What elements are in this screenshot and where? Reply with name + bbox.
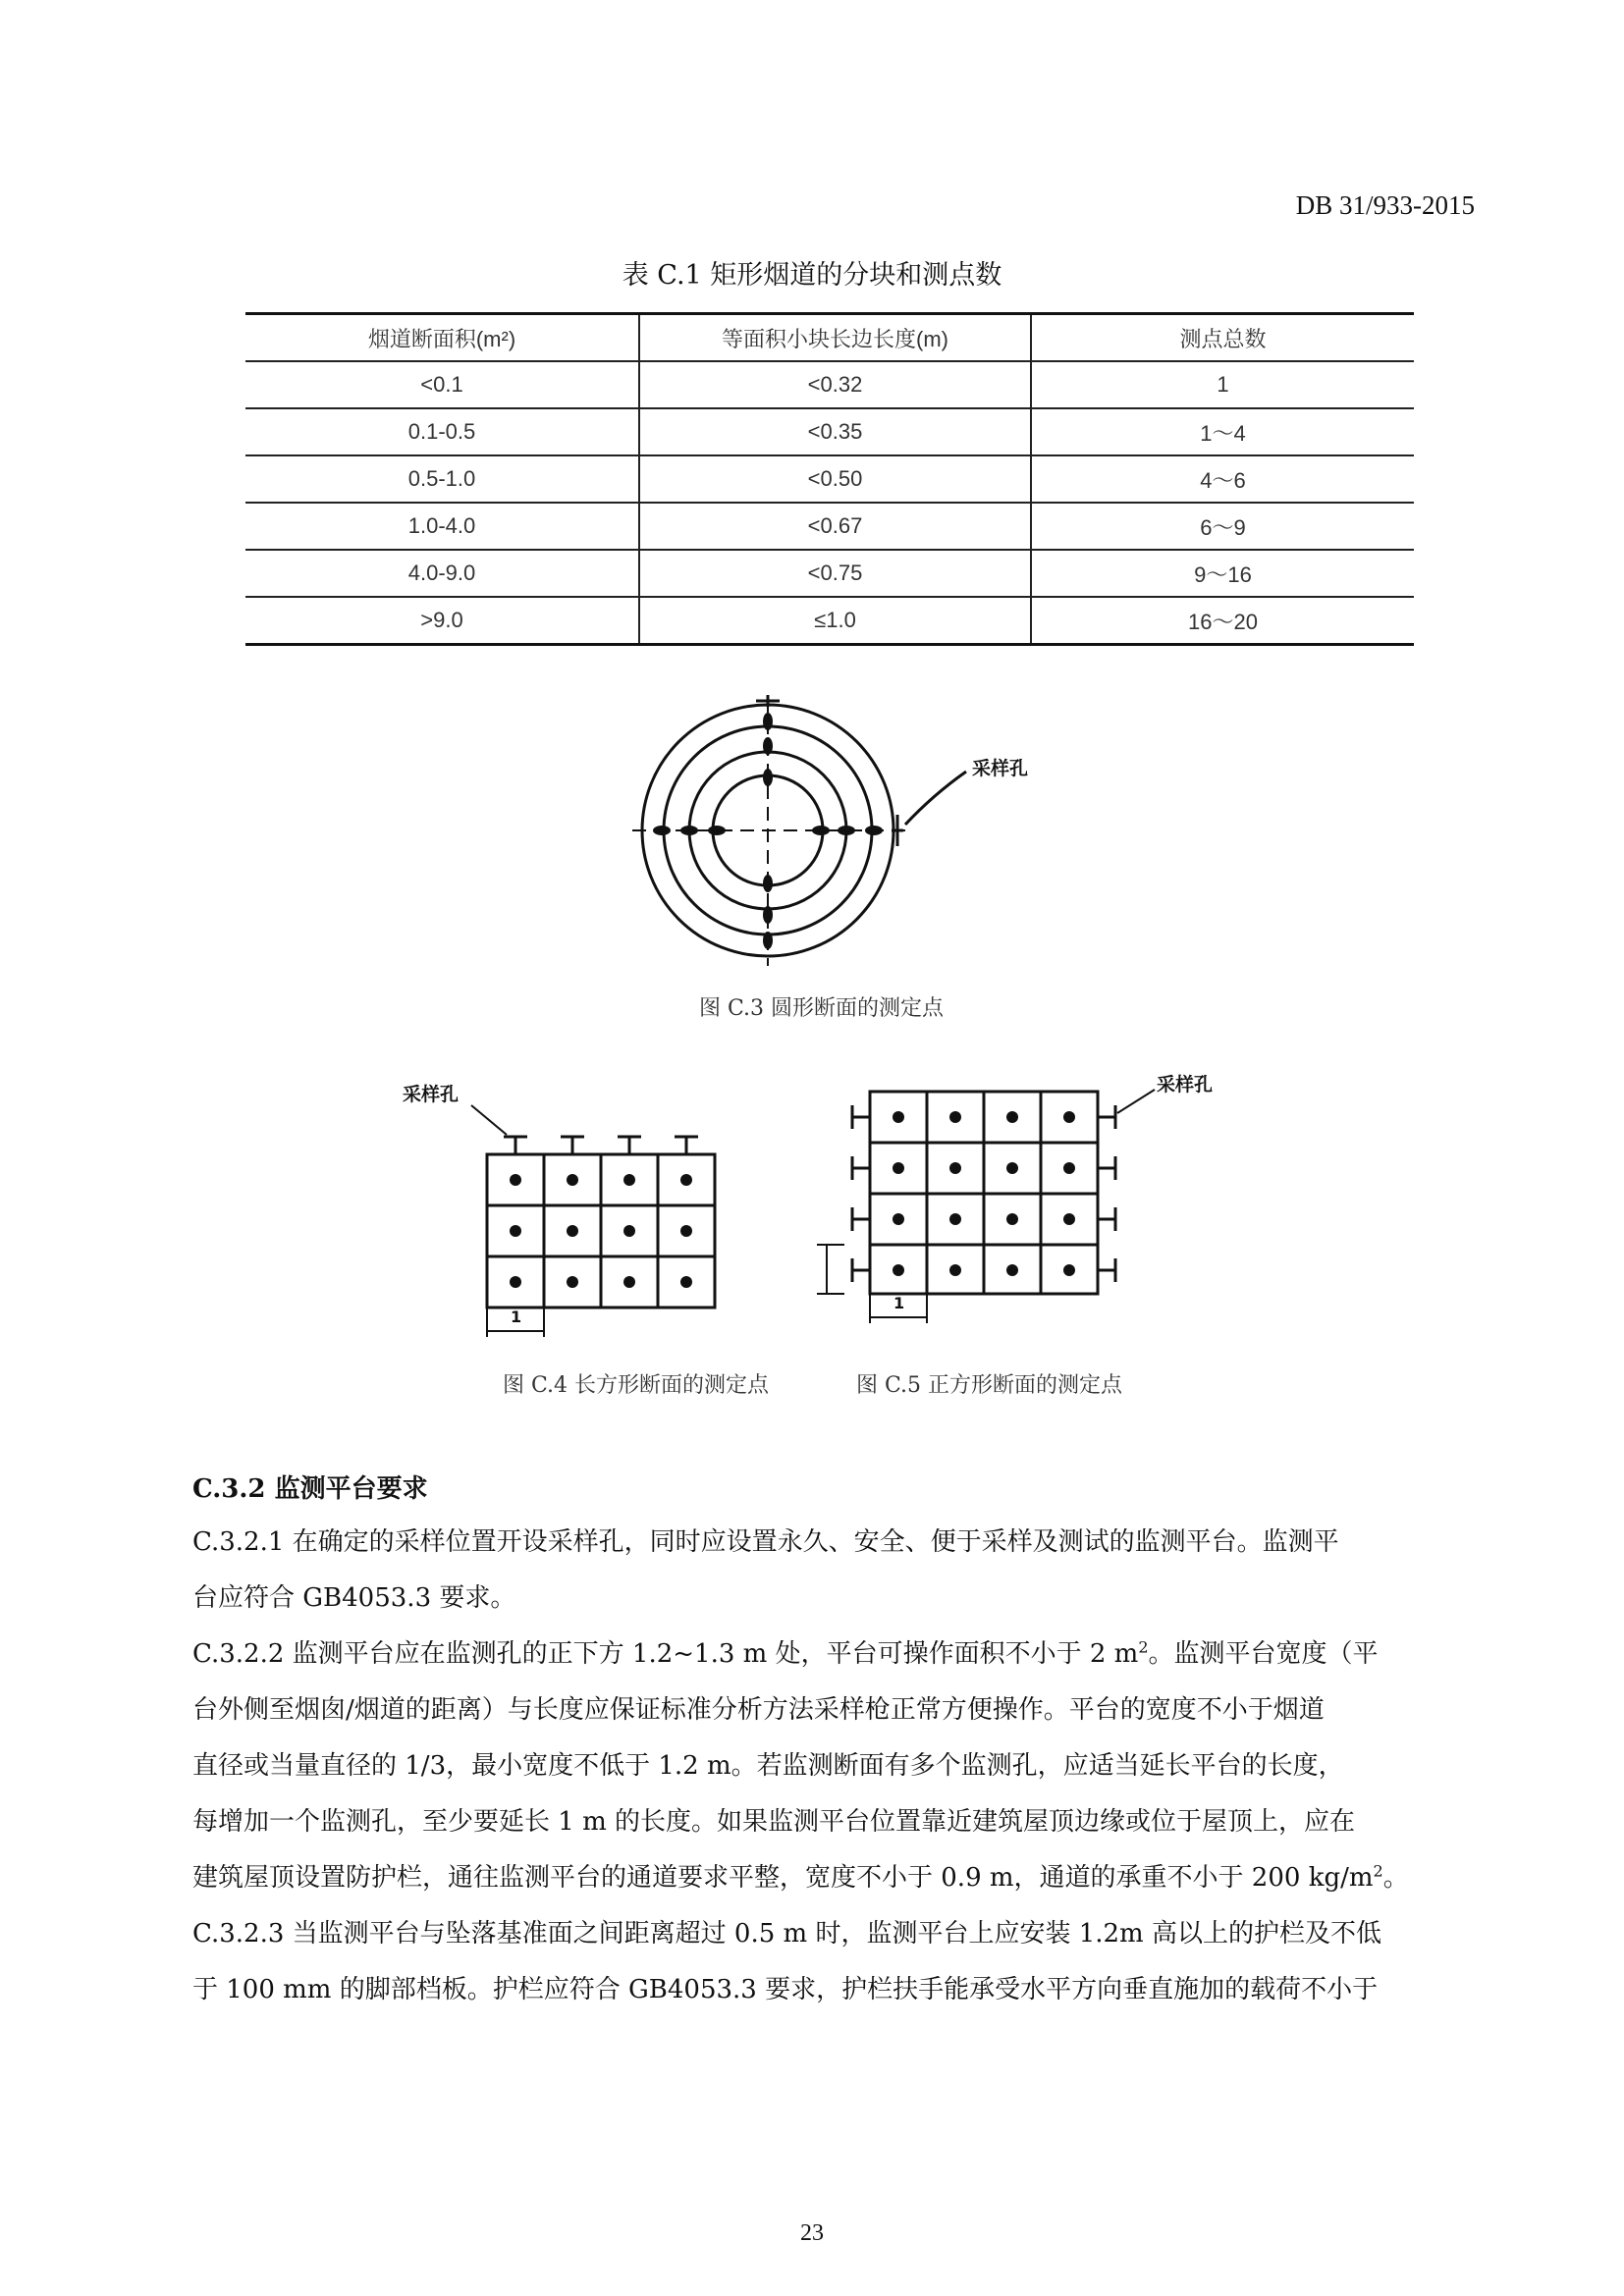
table-header-cell: 测点总数 [1031,314,1414,362]
table-cell: <0.50 [639,455,1031,503]
table-row [245,408,1414,455]
paragraph-line: 每增加一个监测孔，至少要延长 1 m 的长度。如果监测平台位置靠近建筑屋顶边缘或位于屋顶上，应在 [192,1807,1355,1837]
paragraph-text: 。监测平台宽度（平 [1148,1639,1379,1669]
sampling-hole-label: 采样孔 [1157,1074,1214,1095]
table-cell: 1 [1031,361,1414,408]
table-cell: 4.0-9.0 [245,550,639,597]
dimension-label: 1 [893,1294,905,1312]
table-cell: 0.1-0.5 [245,408,639,455]
paragraph-c321 [192,1515,1475,1627]
paragraph-line: 台应符合 GB4053.3 要求。 [192,1583,516,1613]
table-row [245,455,1414,503]
sampling-hole-label: 采样孔 [972,758,1029,779]
table-row [245,361,1414,408]
superscript: 2 [1373,1861,1383,1881]
paragraph-line: 于 100 mm 的脚部档板。护栏应符合 GB4053.3 要求，护栏扶手能承受水平方向垂直施加的载荷不小于 [192,1975,1379,2004]
paragraph-c322 [192,1627,1475,1906]
paragraph-line: 直径或当量直径的 1/3，最小宽度不低于 1.2 m。若监测断面有多个监测孔，应适当延长平台的长度， [192,1751,1344,1781]
square-section-diagram [805,1070,1218,1345]
paragraph-text: C.3.2.2 监测平台应在监测孔的正下方 1.2~1.3 m 处，平台可操作面积不小于 2 m [192,1639,1139,1669]
table-cell: >9.0 [245,597,639,645]
paragraph-c323 [192,1906,1475,2018]
paragraph-line: C.3.2.3 当监测平台与坠落基准面之间距离超过 0.5 m 时，监测平台上应安装 1.2m 高以上的护栏及不低 [192,1919,1381,1949]
section-heading: C.3.2 监测平台要求 [192,1474,428,1504]
table-cell: ≤1.0 [639,597,1031,645]
table-cell: 9～16 [1031,550,1414,597]
page-number: 23 [800,2220,824,2246]
table-cell: <0.75 [639,550,1031,597]
table-row [245,550,1414,597]
figure-caption: 图 C.3 圆形断面的测定点 [699,996,945,1021]
rect-section-diagram [393,1080,746,1345]
circle-section-diagram [589,687,1051,982]
circle-section-figure [589,687,1051,982]
table-cell: <0.1 [245,361,639,408]
document-code: DB 31/933-2015 [1295,190,1475,220]
table-cell: 6～9 [1031,503,1414,550]
dimension-label: 1 [511,1308,522,1326]
square-section-figure [805,1070,1218,1345]
paragraph-line [192,1627,1475,1682]
table-cell: 4～6 [1031,455,1414,503]
figure-caption: 图 C.4 长方形断面的测定点 [503,1373,770,1398]
table-cell: 1.0-4.0 [245,503,639,550]
table-row [245,503,1414,550]
paragraph-text: 建筑屋顶设置防护栏，通往监测平台的通道要求平整，宽度不小于 0.9 m，通道的承重不小于 200 kg/m [192,1863,1374,1893]
table-row [245,597,1414,645]
table-caption: 表 C.1 矩形烟道的分块和测点数 [622,260,1002,291]
paragraph-line: C.3.2.1 在确定的采样位置开设采样孔，同时应设置永久、安全、便于采样及测试的监测平台。监测平 [192,1527,1339,1557]
table-cell: 0.5-1.0 [245,455,639,503]
table-header-cell: 等面积小块长边长度(m) [639,314,1031,362]
table-cell: 16～20 [1031,597,1414,645]
table-cell: <0.32 [639,361,1031,408]
paragraph-line: 台外侧至烟囱/烟道的距离）与长度应保证标准分析方法采样枪正常方便操作。平台的宽度不小于烟道 [192,1695,1325,1725]
superscript: 2 [1138,1637,1149,1657]
rect-section-figure [393,1080,746,1345]
sampling-hole-label: 采样孔 [403,1084,460,1105]
paragraph-text: 。 [1382,1863,1409,1893]
table-cell: 1～4 [1031,408,1414,455]
sampling-points-table [245,312,1414,646]
table-cell: <0.67 [639,503,1031,550]
figure-caption: 图 C.5 正方形断面的测定点 [856,1373,1123,1398]
paragraph-line [192,1850,1475,1906]
table-cell: <0.35 [639,408,1031,455]
table-header-row [245,314,1414,362]
table-header-cell: 烟道断面积(m²) [245,314,639,362]
